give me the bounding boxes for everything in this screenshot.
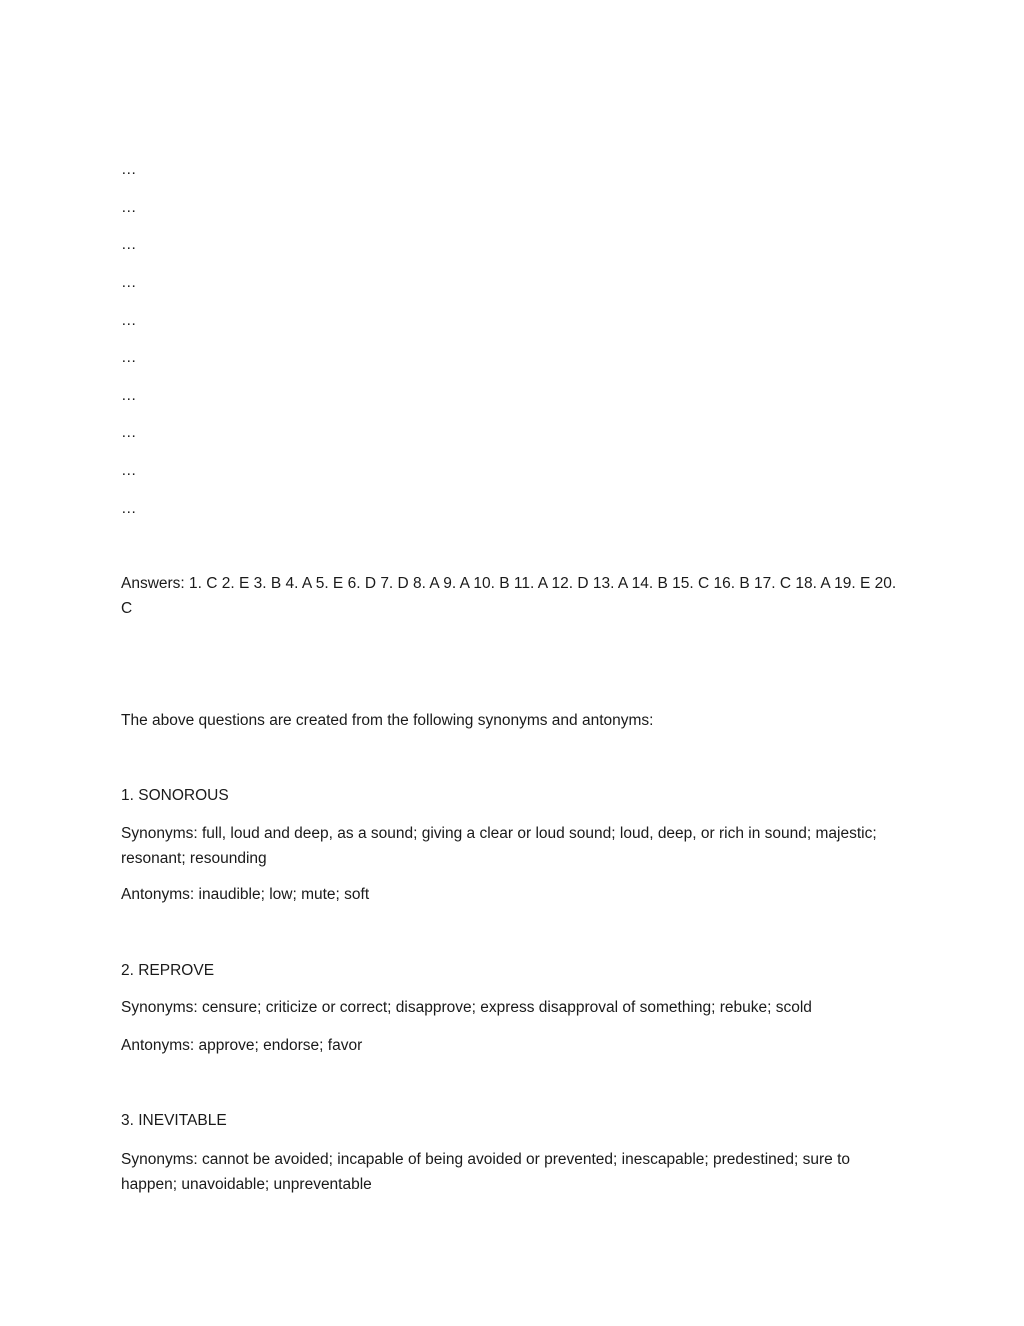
- entry-heading: 3. INEVITABLE: [121, 1112, 227, 1129]
- ellipsis-line: …: [121, 387, 137, 404]
- entry-antonyms: Antonyms: approve; endorse; favor: [121, 1037, 363, 1054]
- ellipsis-line: …: [121, 312, 137, 329]
- ellipsis-line: …: [121, 236, 137, 253]
- ellipsis-line: …: [121, 161, 137, 178]
- entry-heading: 1. SONOROUS: [121, 787, 229, 804]
- entry-synonyms: Synonyms: censure; criticize or correct; disapprove; express disapproval of something; rebuke; scold: [121, 999, 812, 1016]
- ellipsis-line: …: [121, 424, 137, 441]
- intro-text: The above questions are created from the following synonyms and antonyms:: [121, 712, 654, 729]
- entry-synonyms: Synonyms: full, loud and deep, as a sound; giving a clear or loud sound; loud, deep, or rich in sound; majestic; resonant; resounding: [121, 825, 877, 867]
- entry-synonyms: Synonyms: cannot be avoided; incapable of being avoided or prevented; inescapable; predestined; sure to happen; unavoidable; unpreventable: [121, 1151, 850, 1193]
- ellipsis-line: …: [121, 274, 137, 291]
- ellipsis-line: …: [121, 462, 137, 479]
- ellipsis-line: …: [121, 349, 137, 366]
- ellipsis-line: …: [121, 500, 137, 517]
- entry-heading: 2. REPROVE: [121, 962, 215, 979]
- answers-paragraph: Answers: 1. C 2. E 3. B 4. A 5. E 6. D 7. D 8. A 9. A 10. B 11. A 12. D 13. A 14. B 15. C 16. B 17. C 18. A 19. E 20. C: [121, 575, 897, 617]
- ellipsis-line: …: [121, 199, 137, 216]
- entry-antonyms: Antonyms: inaudible; low; mute; soft: [121, 886, 370, 903]
